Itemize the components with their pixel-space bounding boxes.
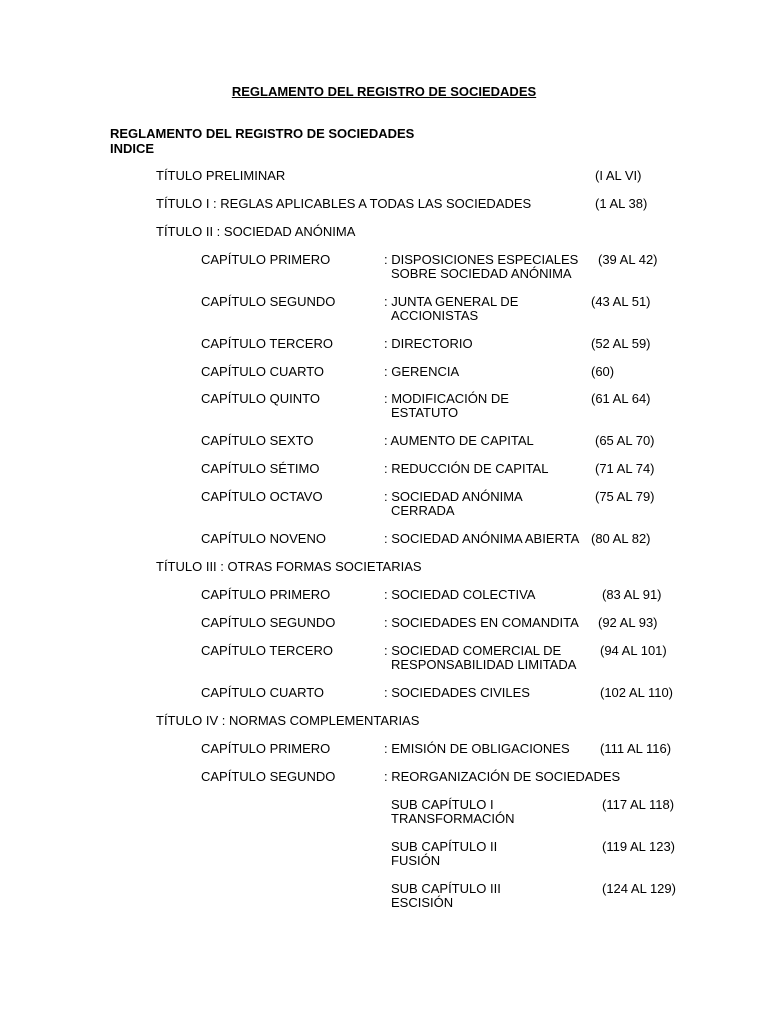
chapter-description: : DISPOSICIONES ESPECIALES [384,252,579,267]
subchapter-label: SUB CAPÍTULO II [391,839,498,854]
chapter-label: CAPÍTULO PRIMERO [201,587,331,602]
chapter-description: : SOCIEDAD COLECTIVA [384,587,536,602]
toc-title-label: TÍTULO II : SOCIEDAD ANÓNIMA [156,224,356,239]
chapter-label: CAPÍTULO CUARTO [201,685,325,700]
chapter-label: CAPÍTULO SÉTIMO [201,461,320,476]
chapter-description-cont: SOBRE SOCIEDAD ANÓNIMA [391,266,572,281]
chapter-label: CAPÍTULO QUINTO [201,391,320,406]
toc-title-label: TÍTULO IV : NORMAS COMPLEMENTARIAS [156,713,420,728]
chapter-description: : SOCIEDAD ANÓNIMA ABIERTA [384,531,580,546]
chapter-description: : SOCIEDAD COMERCIAL DE [384,643,562,658]
chapter-description-cont: CERRADA [391,503,455,518]
toc-title-label: TÍTULO I : REGLAS APLICABLES A TODAS LAS SOCIEDADES [156,196,532,211]
chapter-label: CAPÍTULO OCTAVO [201,489,323,504]
toc-range: (61 AL 64) [591,391,651,406]
chapter-description: : GERENCIA [384,364,460,379]
toc-range: (111 AL 116) [600,741,672,756]
subchapter-title: ESCISIÓN [391,895,454,910]
chapter-description: : REORGANIZACIÓN DE SOCIEDADES [384,769,621,784]
toc-range: (94 AL 101) [600,643,667,658]
subchapter-label: SUB CAPÍTULO I [391,797,494,812]
toc-range: (60) [591,364,615,379]
chapter-label: CAPÍTULO TERCERO [201,336,333,351]
toc-range: (1 AL 38) [595,196,648,211]
subchapter-title: TRANSFORMACIÓN [391,811,515,826]
toc-range: (92 AL 93) [598,615,658,630]
toc-range: (43 AL 51) [591,294,651,309]
toc-title-label: TÍTULO III : OTRAS FORMAS SOCIETARIAS [156,559,422,574]
toc-range: (39 AL 42) [598,252,658,267]
toc-range: (117 AL 118) [602,797,675,812]
chapter-label: CAPÍTULO SEGUNDO [201,615,336,630]
chapter-label: CAPÍTULO TERCERO [201,643,333,658]
toc-range: (I AL VI) [595,168,642,183]
subchapter-title: FUSIÓN [391,853,441,868]
chapter-label: CAPÍTULO PRIMERO [201,741,331,756]
chapter-description: : SOCIEDADES EN COMANDITA [384,615,579,630]
chapter-label: CAPÍTULO SEGUNDO [201,769,336,784]
toc-range: (80 AL 82) [591,531,651,546]
toc-range: (71 AL 74) [595,461,655,476]
toc-title-label: TÍTULO PRELIMINAR [156,168,286,183]
chapter-label: CAPÍTULO NOVENO [201,531,326,546]
document-title: REGLAMENTO DEL REGISTRO DE SOCIEDADES [231,84,537,99]
chapter-label: CAPÍTULO CUARTO [201,364,325,379]
toc-range: (65 AL 70) [595,433,655,448]
chapter-description: : SOCIEDADES CIVILES [384,685,530,700]
toc-range: (83 AL 91) [602,587,662,602]
chapter-description: : EMISIÓN DE OBLIGACIONES [384,741,570,756]
chapter-label: CAPÍTULO SEXTO [201,433,314,448]
chapter-description: : MODIFICACIÓN DE [384,391,509,406]
toc-range: (124 AL 129) [602,881,676,896]
chapter-description: : SOCIEDAD ANÓNIMA [384,489,523,504]
chapter-description: : AUMENTO DE CAPITAL [384,433,534,448]
index-label: INDICE [110,141,155,156]
chapter-label: CAPÍTULO SEGUNDO [201,294,336,309]
chapter-description: : REDUCCIÓN DE CAPITAL [384,461,549,476]
chapter-label: CAPÍTULO PRIMERO [201,252,331,267]
toc-range: (75 AL 79) [595,489,655,504]
toc-range: (52 AL 59) [591,336,651,351]
chapter-description: : JUNTA GENERAL DE [384,294,519,309]
toc-range: (102 AL 110) [600,685,673,700]
chapter-description-cont: RESPONSABILIDAD LIMITADA [391,657,577,672]
index-heading: REGLAMENTO DEL REGISTRO DE SOCIEDADES [110,126,415,141]
chapter-description-cont: ESTATUTO [391,405,459,420]
subchapter-label: SUB CAPÍTULO III [391,881,501,896]
chapter-description-cont: ACCIONISTAS [391,308,479,323]
chapter-description: : DIRECTORIO [384,336,473,351]
toc-range: (119 AL 123) [602,839,675,854]
